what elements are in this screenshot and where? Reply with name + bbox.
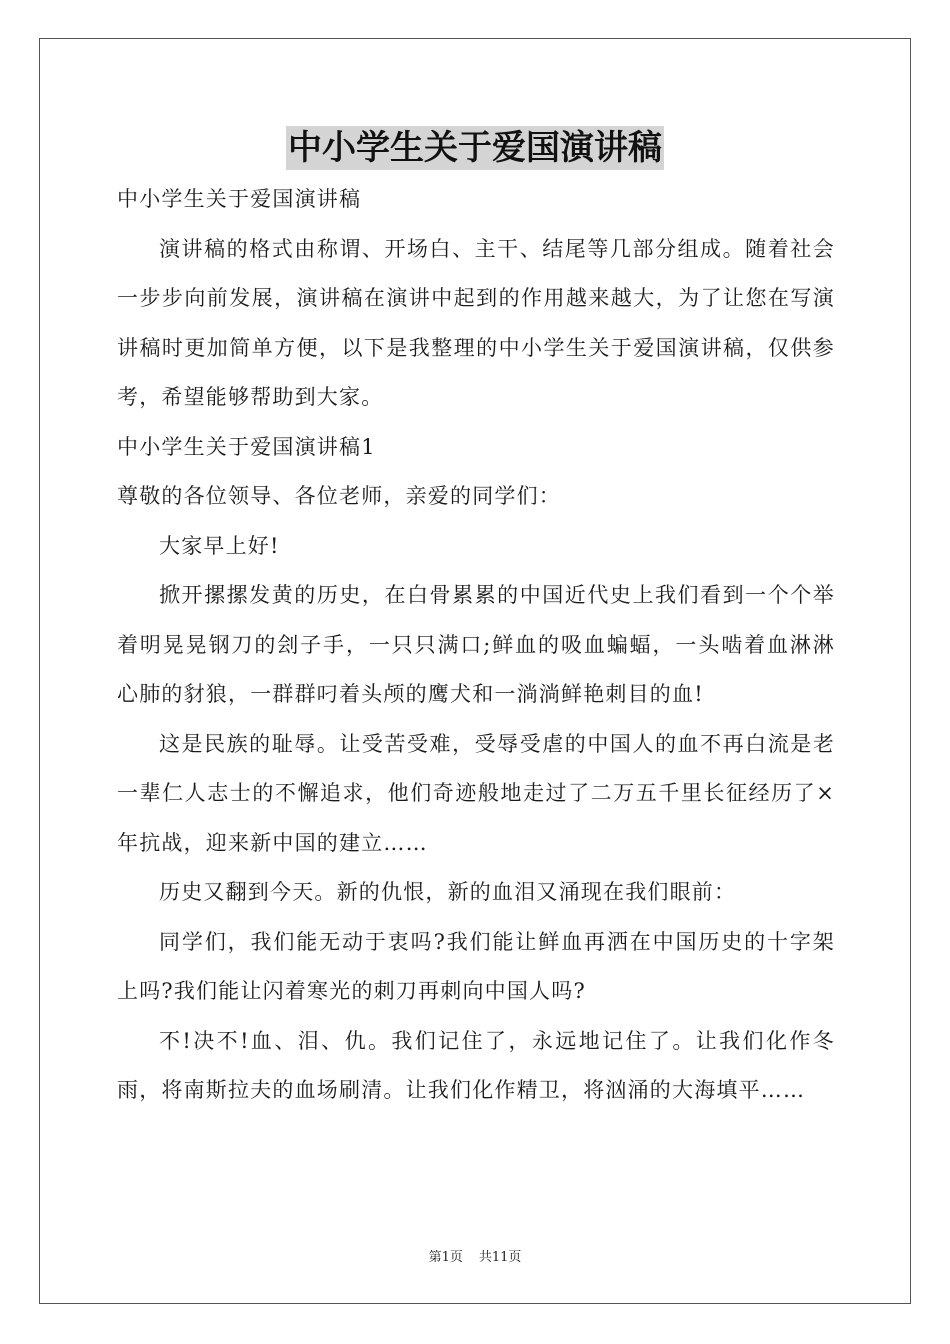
document-body: [117, 175, 835, 1116]
paragraph-5: 掀开摞摞发黄的历史，在白骨累累的中国近代史上我们看到一个个举着明晃晃钢刀的刽子手，一只只满口;鲜血的吸血蝙蝠，一头啮着血淋淋心肺的豺狼，一群群叼着头颅的鹰犬和一淌淌鲜艳刺目的血!: [117, 583, 835, 706]
paragraph-8: 同学们，我们能无动于衷吗?我们能让鲜血再洒在中国历史的十字架上吗?我们能让闪着寒光的刺刀再刺向中国人吗?: [117, 929, 835, 1003]
page-footer: [0, 1246, 950, 1265]
paragraph-7: 历史又翻到今天。新的仇恨，新的血泪又涌现在我们眼前：: [159, 880, 737, 904]
document-title: 中小学生关于爱国演讲稿: [288, 128, 662, 168]
page-number: 第1页: [428, 1250, 463, 1265]
title-container: [0, 126, 950, 170]
paragraph-6: 这是民族的耻辱。让受苦受难，受辱受虐的中国人的血不再白流是老一辈仁人志士的不懈追求，他们奇迹般地走过了二万五千里长征经历了×年抗战，迎来新中国的建立……: [117, 731, 835, 855]
paragraph-9: 不!决不!血、泪、仇。我们记住了，永远地记住了。让我们化作冬雨，将南斯拉夫的血场刷清。让我们化作精卫，将汹涌的大海填平……: [117, 1028, 835, 1102]
paragraph-4: 大家早上好!: [159, 533, 280, 558]
paragraph-2: 中小学生关于爱国演讲稿1: [117, 434, 376, 459]
paragraph-3: 尊敬的各位领导、各位老师，亲爱的同学们：: [117, 484, 561, 508]
paragraph-1: 演讲稿的格式由称谓、开场白、主干、结尾等几部分组成。随着社会一步步向前发展，演讲稿在演讲中起到的作用越来越大，为了让您在写演讲稿时更加简单方便，以下是我整理的中小学生关于爱国演讲稿，仅供参考，希望能够帮助到大家。: [117, 236, 835, 409]
page-total: 共11页: [478, 1250, 522, 1265]
paragraph-0: 中小学生关于爱国演讲稿: [117, 187, 362, 211]
